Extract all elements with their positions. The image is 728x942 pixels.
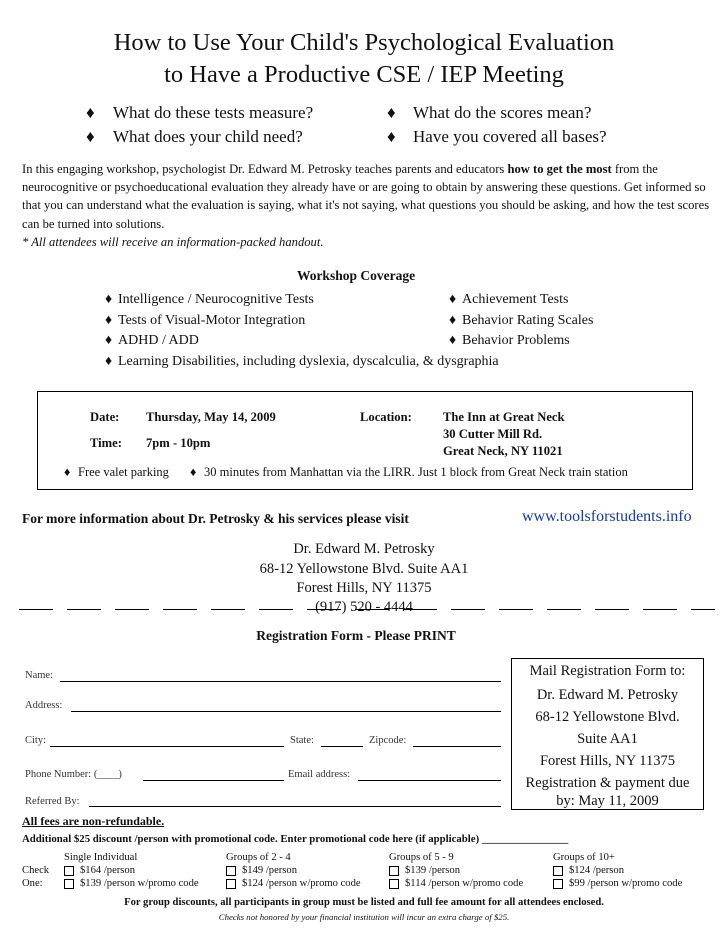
city-field[interactable] — [50, 746, 284, 747]
diamond-icon: ♦ — [64, 465, 71, 479]
address-field[interactable] — [71, 711, 501, 712]
cut-line — [67, 609, 101, 610]
fee-option: $164 /person — [80, 865, 136, 876]
fee-option: $114 /person w/promo code — [405, 878, 524, 889]
mail-line: Suite AA1 — [577, 731, 638, 747]
intro-paragraph: In this engaging workshop, psychologist Dr. Edward M. Petrosky teaches parents and educators how to get the most from the neurocognitive or psychoeducational evaluation they already have or are going to obtain by answering these questions. Get informed so that you can understand what the evaluation is saying, what it's not saying, what questions you should be asking, and how the test scores can be turned into solutions. * All attendees will receive an information-packed handout. — [22, 162, 710, 249]
location-line: The Inn at Great Neck — [443, 410, 565, 424]
date-label: Date: — [90, 410, 120, 424]
email-label: Email address: — [288, 769, 351, 780]
location-line: 30 Cutter Mill Rd. — [443, 427, 543, 441]
group-discount-note: For group discounts, all participants in group must be listed and full fee amount for all attendees enclosed. — [124, 897, 604, 908]
city-label: City: — [25, 735, 47, 746]
fee-checkbox[interactable] — [553, 866, 563, 876]
mail-line: Dr. Edward M. Petrosky — [536, 687, 679, 703]
mail-line: Forest Hills, NY 11375 — [539, 753, 676, 769]
one-label: One: — [22, 878, 43, 889]
referred-label: Referred By: — [25, 796, 80, 807]
check-label: Check — [22, 865, 50, 876]
diamond-icon: ♦ — [449, 313, 457, 328]
fee-checkbox[interactable] — [226, 879, 236, 889]
non-refundable-note: All fees are non-refundable. — [22, 814, 165, 828]
diamond-icon: ♦ — [387, 127, 396, 146]
contact-line: 68-12 Yellowstone Blvd. Suite AA1 — [259, 561, 469, 577]
location-line: Great Neck, NY 11021 — [443, 444, 563, 458]
fee-option: $139 /person — [405, 865, 461, 876]
mail-line: Registration & payment due — [525, 775, 690, 791]
group-title: Groups of 2 - 4 — [226, 852, 291, 863]
question-2: What does your child need? — [113, 127, 303, 146]
contact-phone: (917) 520 - 4444 — [315, 599, 413, 615]
name-label: Name: — [25, 670, 53, 681]
state-field[interactable] — [321, 746, 363, 747]
cut-line — [643, 609, 677, 610]
phone-field[interactable] — [143, 780, 284, 781]
diamond-icon: ♦ — [449, 333, 457, 348]
checks-note: Checks not honored by your financial institution will incur an extra charge of $25. — [218, 912, 510, 922]
page-title: How to Use Your Child's Psychological Evaluation — [113, 29, 615, 56]
coverage-item: Achievement Tests — [462, 292, 569, 307]
fee-option: $124 /person — [569, 865, 625, 876]
state-label: State: — [290, 735, 314, 746]
question-4: Have you covered all bases? — [413, 127, 607, 146]
diamond-icon: ♦ — [86, 103, 95, 122]
coverage-item: Learning Disabilities, including dyslexia, dyscalculia, & dysgraphia — [118, 354, 499, 369]
diamond-icon: ♦ — [105, 333, 113, 348]
fee-checkbox[interactable] — [389, 866, 399, 876]
event-date: Thursday, May 14, 2009 — [146, 410, 276, 424]
diamond-icon: ♦ — [190, 465, 197, 479]
cut-line — [595, 609, 629, 610]
coverage-heading: Workshop Coverage — [296, 268, 416, 283]
discount-note: Additional $25 discount /person with promotional code. Enter promotional code here (if applicable) ________________ — [22, 833, 569, 845]
more-info-text: For more information about Dr. Petrosky & his services please visit — [22, 511, 409, 526]
cut-line — [163, 609, 197, 610]
diamond-icon: ♦ — [105, 313, 113, 328]
fee-option: $99 /person w/promo code — [569, 878, 683, 889]
cut-line — [19, 609, 53, 610]
name-field[interactable] — [60, 681, 501, 682]
registration-title: Registration Form - Please PRINT — [256, 628, 456, 643]
coverage-item: Behavior Rating Scales — [462, 313, 594, 328]
address-label: Address: — [25, 700, 63, 711]
cut-line — [307, 609, 341, 610]
mail-line: 68-12 Yellowstone Blvd. — [535, 709, 680, 725]
page-subtitle: to Have a Productive CSE / IEP Meeting — [164, 61, 564, 88]
cut-line — [259, 609, 293, 610]
transit-note: 30 minutes from Manhattan via the LIRR. Just 1 block from Great Neck train station — [204, 465, 628, 479]
mail-due-date: by: May 11, 2009 — [556, 793, 659, 809]
group-title: Groups of 5 - 9 — [389, 852, 454, 863]
fee-checkbox[interactable] — [226, 866, 236, 876]
cut-line — [691, 609, 715, 610]
event-time: 7pm - 10pm — [146, 436, 211, 450]
fee-checkbox[interactable] — [389, 879, 399, 889]
group-title: Groups of 10+ — [553, 852, 615, 863]
location-label: Location: — [360, 410, 412, 424]
zipcode-label: Zipcode: — [369, 735, 407, 746]
cut-line — [547, 609, 581, 610]
question-1: What do these tests measure? — [113, 103, 314, 122]
cut-line — [451, 609, 485, 610]
website-link[interactable]: www.toolsforstudents.info — [522, 508, 692, 525]
referred-field[interactable] — [89, 806, 501, 807]
time-label: Time: — [90, 436, 122, 450]
cut-line — [115, 609, 149, 610]
cut-line — [211, 609, 245, 610]
diamond-icon: ♦ — [449, 292, 457, 307]
fee-option: $149 /person — [242, 865, 298, 876]
zipcode-field[interactable] — [413, 746, 501, 747]
contact-line: Forest Hills, NY 11375 — [296, 580, 432, 596]
handout-note: * All attendees will receive an information-packed handout. — [22, 234, 324, 249]
diamond-icon: ♦ — [105, 354, 113, 369]
cut-line — [403, 609, 437, 610]
phone-label: Phone Number: (____) — [25, 769, 122, 780]
contact-line: Dr. Edward M. Petrosky — [293, 541, 435, 557]
question-3: What do the scores mean? — [413, 103, 592, 122]
coverage-item: Intelligence / Neurocognitive Tests — [118, 292, 314, 307]
cut-line — [355, 609, 389, 610]
mail-line: Mail Registration Form to: — [529, 663, 686, 679]
diamond-icon: ♦ — [387, 103, 396, 122]
coverage-item: Behavior Problems — [462, 333, 570, 348]
fee-option: $124 /person w/promo code — [242, 878, 361, 889]
cut-line — [499, 609, 533, 610]
fee-checkbox[interactable] — [64, 879, 74, 889]
diamond-icon: ♦ — [86, 127, 95, 146]
coverage-item: ADHD / ADD — [118, 333, 199, 348]
coverage-item: Tests of Visual-Motor Integration — [118, 313, 306, 328]
email-field[interactable] — [358, 780, 501, 781]
fee-checkbox[interactable] — [64, 866, 74, 876]
diamond-icon: ♦ — [105, 292, 113, 307]
fee-option: $139 /person w/promo code — [80, 878, 199, 889]
group-title: Single Individual — [64, 852, 138, 863]
parking-note: Free valet parking — [78, 465, 169, 479]
fee-checkbox[interactable] — [553, 879, 563, 889]
